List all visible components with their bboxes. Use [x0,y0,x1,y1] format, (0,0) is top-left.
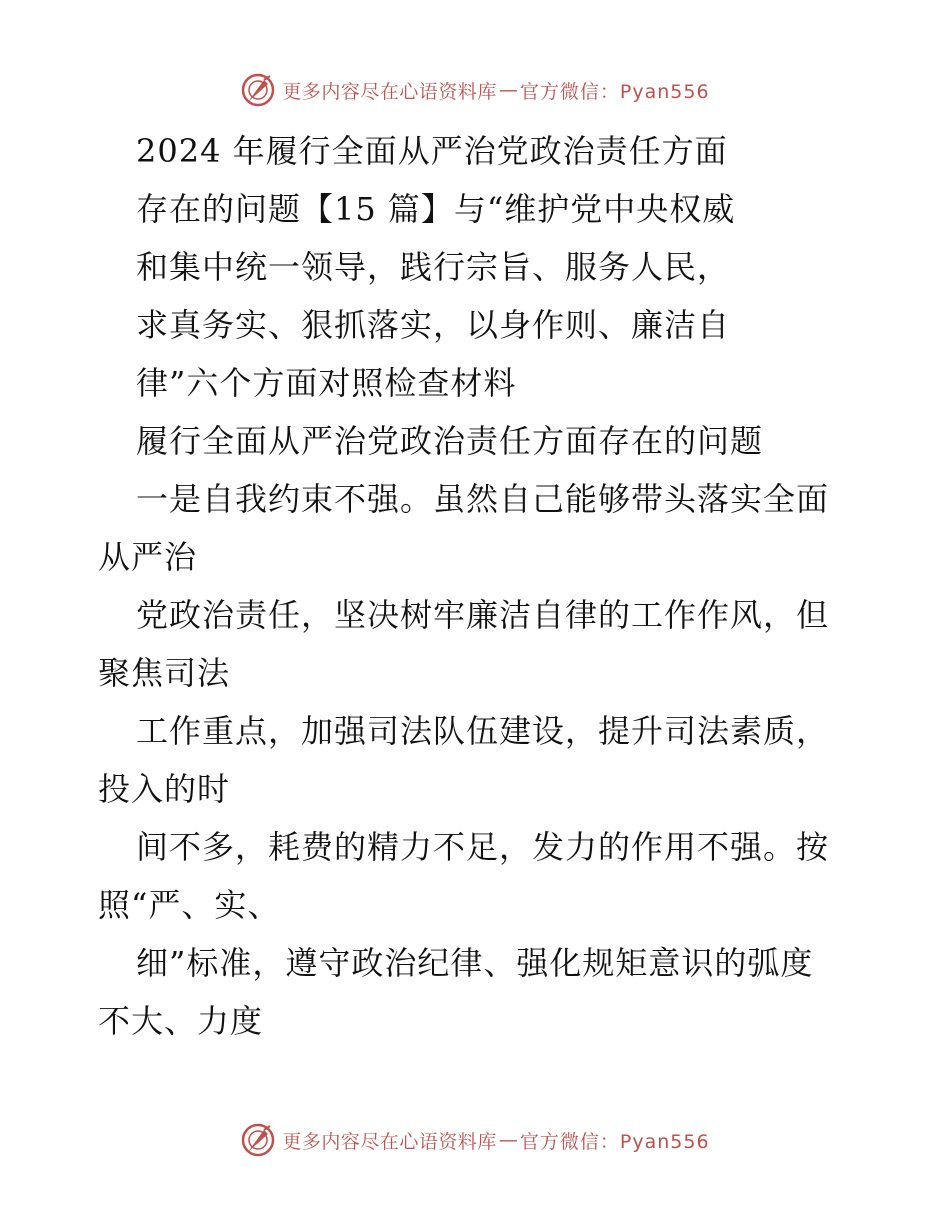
watermark-separator: — [498,79,518,101]
document-line: 间不多，耗费的精力不足，发力的作用不强。按 [136,828,830,866]
watermark-separator: — [498,1129,518,1151]
document-line: 2024 年履行全面从严治党政治责任方面 [136,132,728,170]
quill-logo-icon [240,1122,276,1158]
watermark-suffix: 官方微信：Pyan556 [519,1130,710,1153]
document-line: 党政治责任，坚决树牢廉洁自律的工作作风，但 [136,596,830,634]
document-line: 投入的时 [98,770,231,808]
document-line: 从严治 [98,538,198,576]
document-line: 工作重点，加强司法队伍建设，提升司法素质， [136,712,830,750]
document-line: 和集中统一领导，践行宗旨、服务人民， [136,248,731,286]
footer-watermark [0,1120,950,1160]
document-line: 一是自我约束不强。虽然自己能够带头落实全面 [136,480,830,518]
document-line: 照“严、实、 [98,886,281,924]
watermark-suffix: 官方微信：Pyan556 [519,80,710,103]
quill-logo-icon [240,72,276,108]
header-watermark [0,70,950,110]
document-line: 律”六个方面对照检查材料 [136,364,517,402]
document-line: 聚焦司法 [98,654,231,692]
document-line: 不大、力度 [98,1002,264,1040]
watermark-brand: 更多内容尽在心语资料库 [282,1130,497,1153]
document-body [98,122,858,1050]
document-line: 履行全面从严治党政治责任方面存在的问题 [136,422,764,460]
watermark-brand: 更多内容尽在心语资料库 [282,80,497,103]
document-line: 存在的问题【15 篇】与“维护党中央权威 [136,190,736,228]
document-line: 细”标准，遵守政治纪律、强化规矩意识的弧度 [136,944,814,982]
document-line: 求真务实、狠抓落实，以身作则、廉洁自 [136,306,731,344]
